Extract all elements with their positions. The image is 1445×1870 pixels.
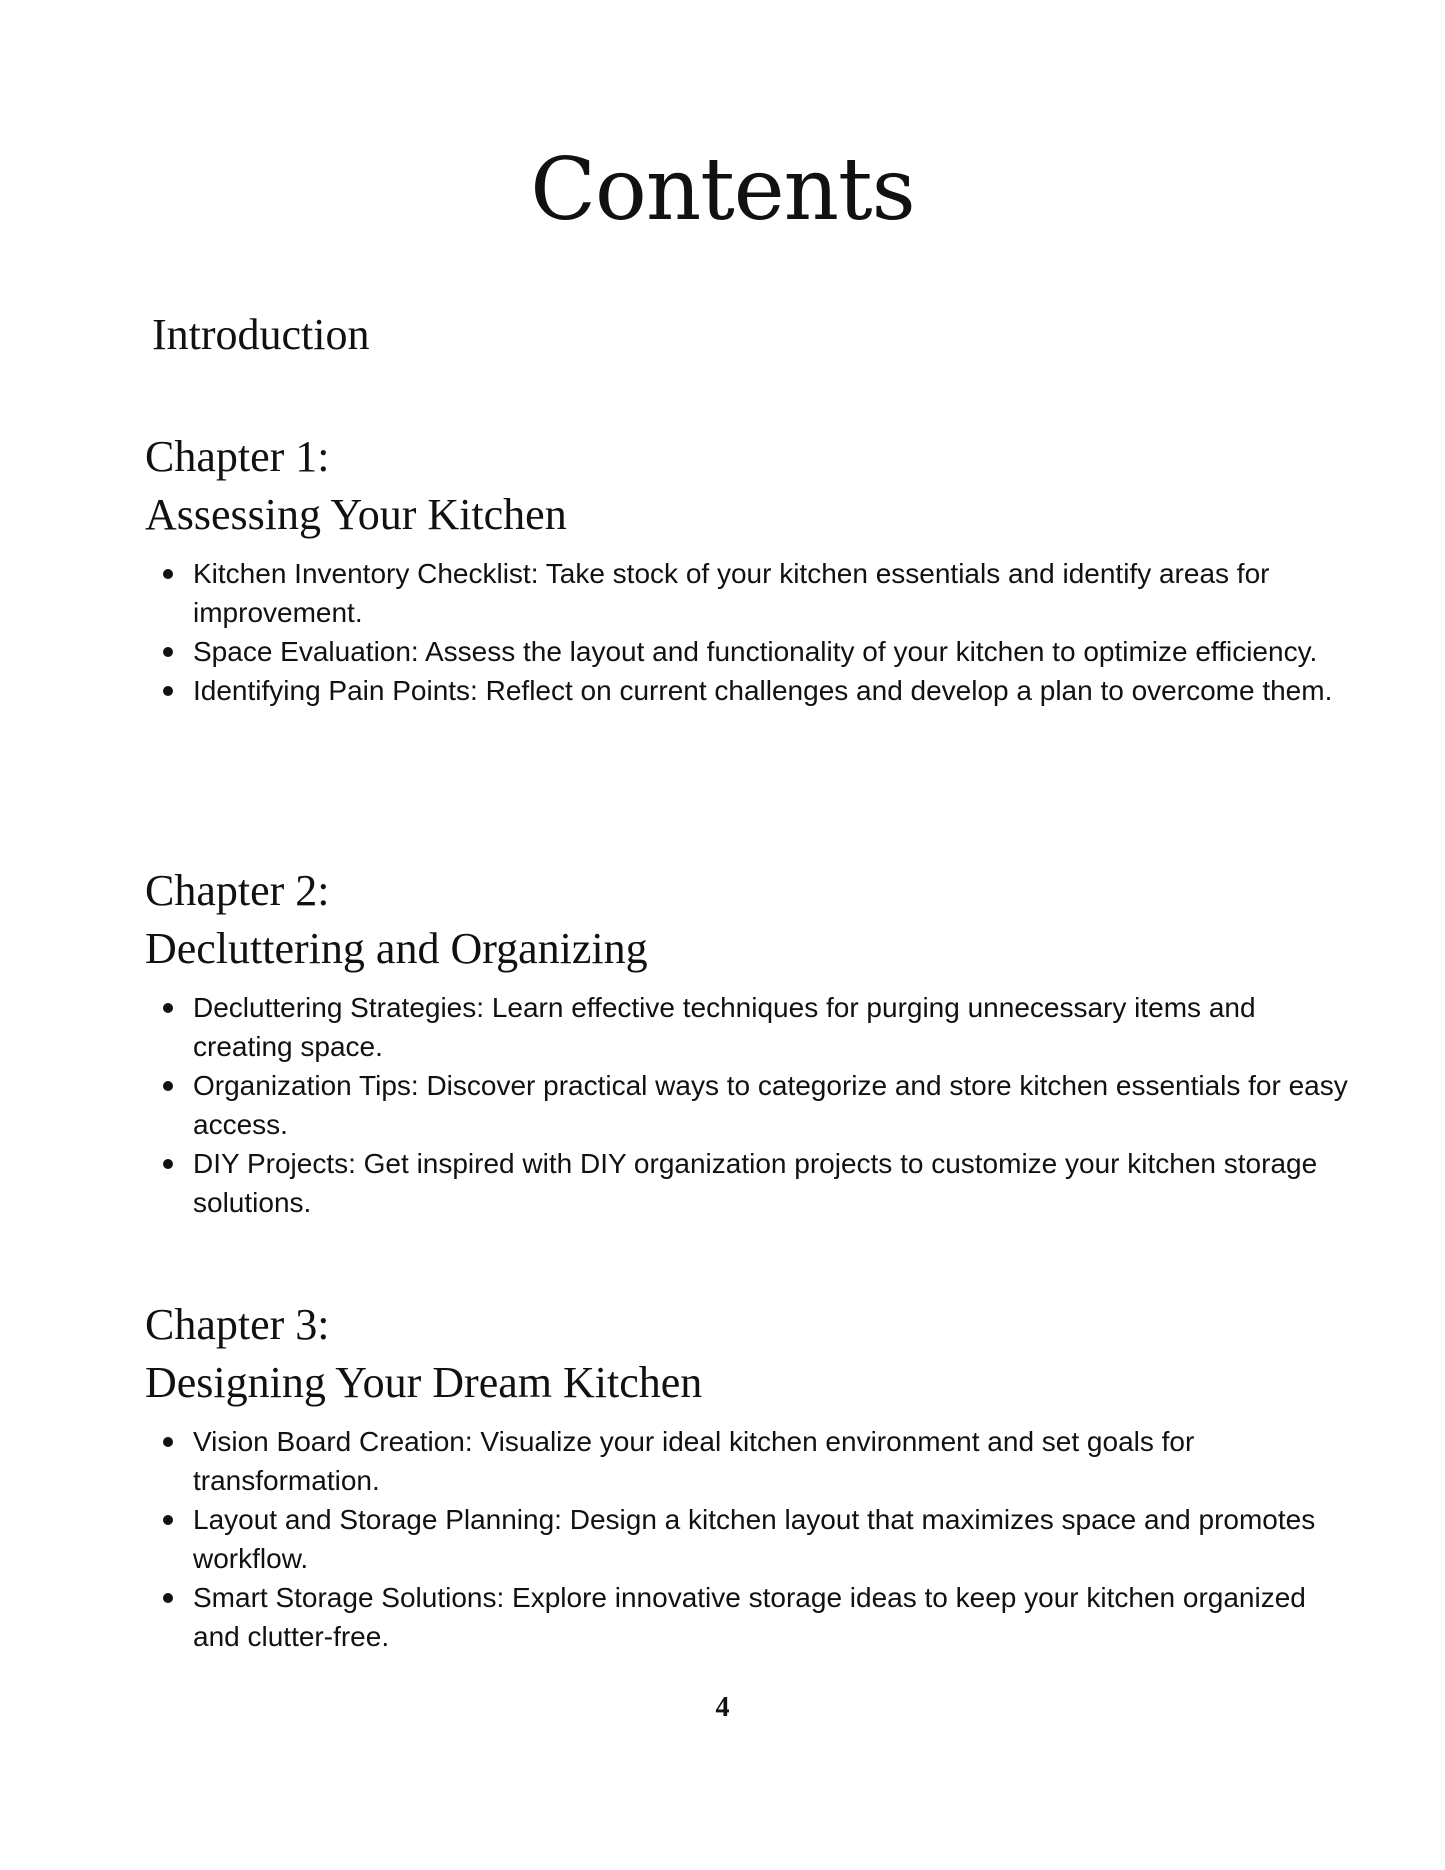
chapter-items <box>145 988 1348 1222</box>
item-text: Smart Storage Solutions: Explore innovative storage ideas to keep your kitchen organized and clutter-free. <box>193 1582 1306 1652</box>
page-number: 4 <box>715 1692 730 1723</box>
list-item <box>145 632 1353 671</box>
chapter-2 <box>145 862 1348 1222</box>
bullet-icon <box>163 647 173 657</box>
chapter-title: Assessing Your Kitchen <box>145 490 567 539</box>
item-text: Vision Board Creation: Visualize your ideal kitchen environment and set goals for transformation. <box>193 1426 1195 1496</box>
chapter-items <box>145 1422 1345 1656</box>
item-text: Layout and Storage Planning: Design a kitchen layout that maximizes space and promotes workflow. <box>193 1504 1316 1574</box>
bullet-icon <box>163 1593 173 1603</box>
item-text: Kitchen Inventory Checklist: Take stock of your kitchen essentials and identify areas for improvement. <box>193 558 1270 628</box>
list-item <box>145 988 1353 1066</box>
bullet-icon <box>163 686 173 696</box>
chapter-title: Designing Your Dream Kitchen <box>145 1358 703 1407</box>
item-text: Decluttering Strategies: Learn effective techniques for purging unnecessary items and creating space. <box>193 992 1256 1062</box>
item-text: Organization Tips: Discover practical ways to categorize and store kitchen essentials for easy access. <box>193 1070 1348 1140</box>
chapter-1 <box>145 428 1345 710</box>
list-item <box>145 1500 1353 1578</box>
list-item <box>145 554 1353 632</box>
bullet-icon <box>163 1159 173 1169</box>
toc-introduction: Introduction <box>152 310 370 359</box>
bullet-icon <box>163 1081 173 1091</box>
bullet-icon <box>163 569 173 579</box>
list-item <box>145 671 1353 710</box>
page-title: Contents <box>530 140 915 240</box>
chapter-number: Chapter 2: <box>145 866 330 915</box>
bullet-icon <box>163 1003 173 1013</box>
bullet-icon <box>163 1515 173 1525</box>
item-text: Identifying Pain Points: Reflect on current challenges and develop a plan to overcome them. <box>193 675 1333 706</box>
chapter-3 <box>145 1296 1345 1656</box>
item-text: DIY Projects: Get inspired with DIY organization projects to customize your kitchen storage solutions. <box>193 1148 1318 1218</box>
list-item <box>145 1066 1353 1144</box>
list-item <box>145 1144 1353 1222</box>
chapter-number: Chapter 3: <box>145 1300 330 1349</box>
item-text: Space Evaluation: Assess the layout and functionality of your kitchen to optimize efficiency. <box>193 636 1318 667</box>
chapter-items <box>145 554 1345 710</box>
list-item <box>145 1422 1353 1500</box>
chapter-title: Decluttering and Organizing <box>145 924 648 973</box>
chapter-number: Chapter 1: <box>145 432 330 481</box>
bullet-icon <box>163 1437 173 1447</box>
list-item <box>145 1578 1353 1656</box>
